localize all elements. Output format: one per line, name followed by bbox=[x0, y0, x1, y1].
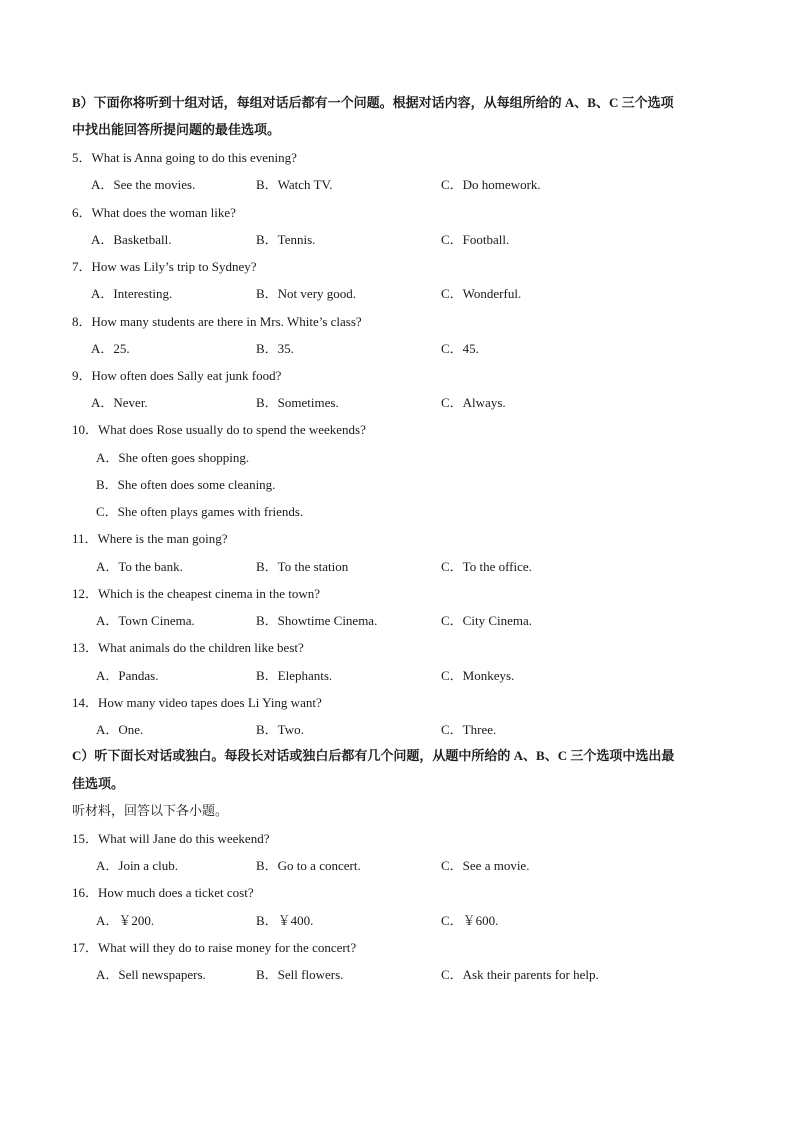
q13-option-b: B．Elephants. bbox=[256, 668, 333, 683]
question-8: 8．How many students are there in Mrs. White’s class? bbox=[72, 314, 362, 329]
section-b-heading-line1: B）下面你将听到十组对话，每组对话后都有一个问题。根据对话内容，从每组所给的 A、B、C 三个选项 bbox=[72, 95, 674, 110]
section-c-heading-line2: 佳选项。 bbox=[72, 776, 125, 791]
question-10: 10．What does Rose usually do to spend the weekends? bbox=[72, 422, 366, 437]
q6-option-c: C．Football. bbox=[441, 232, 510, 247]
q7-option-c: C．Wonderful. bbox=[441, 286, 522, 301]
q5-option-c: C．Do homework. bbox=[441, 177, 541, 192]
q8-option-a: A．25. bbox=[91, 341, 130, 356]
q12-option-c: C．City Cinema. bbox=[441, 613, 533, 628]
q7-option-a: A．Interesting. bbox=[91, 286, 173, 301]
q17-option-b: B．Sell flowers. bbox=[256, 967, 344, 982]
question-13: 13．What animals do the children like best? bbox=[72, 640, 304, 655]
question-11: 11．Where is the man going? bbox=[72, 531, 228, 546]
q15-option-b: B．Go to a concert. bbox=[256, 858, 361, 873]
q13-option-c: C．Monkeys. bbox=[441, 668, 515, 683]
question-9: 9．How often does Sally eat junk food? bbox=[72, 368, 282, 383]
q9-option-a: A．Never. bbox=[91, 395, 148, 410]
q5-option-b: B．Watch TV. bbox=[256, 177, 333, 192]
q12-option-b: B．Showtime Cinema. bbox=[256, 613, 378, 628]
q11-option-b: B．To the station bbox=[256, 559, 349, 574]
question-7: 7．How was Lily’s trip to Sydney? bbox=[72, 259, 257, 274]
section-b-heading-line2: 中找出能回答所提问题的最佳选项。 bbox=[72, 122, 281, 137]
q12-option-a: A．Town Cinema. bbox=[96, 613, 195, 628]
question-14: 14．How many video tapes does Li Ying want? bbox=[72, 695, 322, 710]
q14-option-a: A．One. bbox=[96, 722, 144, 737]
q6-option-b: B．Tennis. bbox=[256, 232, 316, 247]
question-5: 5．What is Anna going to do this evening? bbox=[72, 150, 297, 165]
q9-option-c: C．Always. bbox=[441, 395, 506, 410]
section-c-intro: 听材料，回答以下各小题。 bbox=[72, 803, 229, 818]
q17-option-a: A．Sell newspapers. bbox=[96, 967, 206, 982]
question-15: 15．What will Jane do this weekend? bbox=[72, 831, 270, 846]
q5-option-a: A．See the movies. bbox=[91, 177, 196, 192]
q10-option-a: A．She often goes shopping. bbox=[96, 450, 250, 465]
section-c-heading-line1: C）听下面长对话或独白。每段长对话或独白后都有几个问题，从题中所给的 A、B、C 三个选项中选出最 bbox=[72, 748, 675, 763]
q14-option-b: B．Two. bbox=[256, 722, 304, 737]
q8-option-b: B．35. bbox=[256, 341, 294, 356]
q16-option-b: B．￥400. bbox=[256, 913, 314, 928]
q16-option-c: C．￥600. bbox=[441, 913, 499, 928]
q14-option-c: C．Three. bbox=[441, 722, 497, 737]
q6-option-a: A．Basketball. bbox=[91, 232, 172, 247]
q11-option-a: A．To the bank. bbox=[96, 559, 183, 574]
q8-option-c: C．45. bbox=[441, 341, 479, 356]
q11-option-c: C．To the office. bbox=[441, 559, 532, 574]
q15-option-c: C．See a movie. bbox=[441, 858, 530, 873]
question-16: 16．How much does a ticket cost? bbox=[72, 885, 254, 900]
q13-option-a: A．Pandas. bbox=[96, 668, 159, 683]
question-6: 6．What does the woman like? bbox=[72, 205, 236, 220]
q10-option-b: B．She often does some cleaning. bbox=[96, 477, 276, 492]
q17-option-c: C．Ask their parents for help. bbox=[441, 967, 599, 982]
question-17: 17．What will they do to raise money for the concert? bbox=[72, 940, 357, 955]
q9-option-b: B．Sometimes. bbox=[256, 395, 339, 410]
q10-option-c: C．She often plays games with friends. bbox=[96, 504, 304, 519]
q16-option-a: A．￥200. bbox=[96, 913, 155, 928]
q7-option-b: B．Not very good. bbox=[256, 286, 357, 301]
question-12: 12．Which is the cheapest cinema in the town? bbox=[72, 586, 321, 601]
q15-option-a: A．Join a club. bbox=[96, 858, 178, 873]
